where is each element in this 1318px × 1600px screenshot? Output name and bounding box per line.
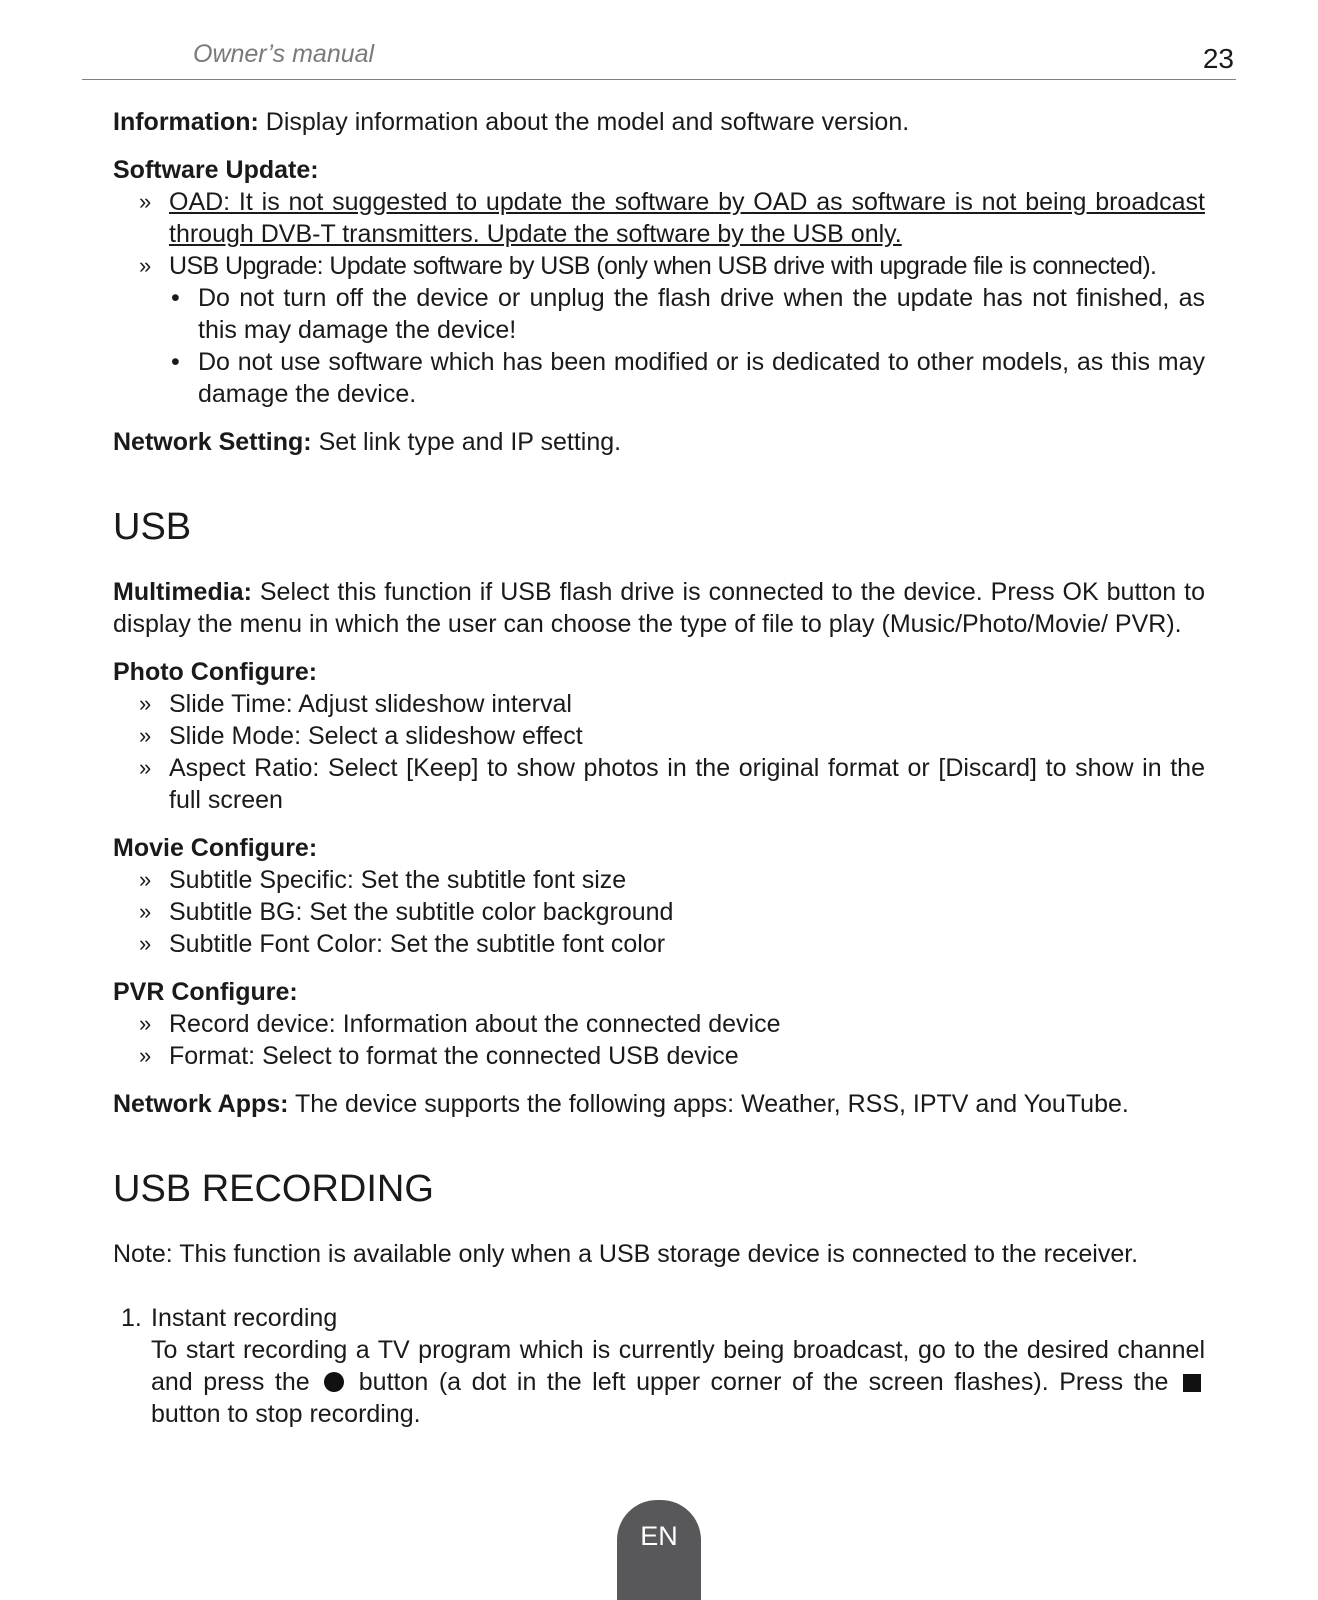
- pvr-item-text: Record device: Information about the connected device: [169, 1010, 781, 1038]
- warning-text: Do not turn off the device or unplug the flash drive when the update has not finished, as this may damage the device!: [198, 284, 1205, 344]
- instant-recording-item: [113, 1302, 1205, 1430]
- movie-configure-label: Movie Configure:: [113, 834, 318, 862]
- pvr-configure-list: [113, 1008, 1205, 1072]
- photo-item-text: Slide Mode: Select a slideshow effect: [169, 722, 583, 750]
- network-apps-text: The device supports the following apps: Weather, RSS, IPTV and YouTube.: [288, 1090, 1129, 1118]
- software-update-block: [113, 154, 1205, 410]
- guillemet-bullet-icon: »: [139, 189, 152, 214]
- language-tab: [617, 1500, 701, 1600]
- guillemet-bullet-icon: »: [139, 1043, 152, 1068]
- record-button-icon: [324, 1372, 344, 1392]
- header-title: Owner’s manual: [193, 40, 375, 68]
- list-item: [113, 752, 1205, 816]
- guillemet-bullet-icon: »: [139, 755, 152, 780]
- multimedia-paragraph: [113, 576, 1205, 640]
- instant-recording-text-a: To start recording a TV program which is currently being broadcast, go to the desired channel and press the: [151, 1336, 1205, 1396]
- usb-recording-note: Note: This function is available only when a USB storage device is connected to the receiver.: [113, 1240, 1139, 1268]
- photo-configure-list: [113, 688, 1205, 816]
- guillemet-bullet-icon: »: [139, 253, 152, 278]
- guillemet-bullet-icon: »: [139, 691, 152, 716]
- photo-item-text: Aspect Ratio: Select [Keep] to show photos in the original format or [Discard] to show in the full screen: [169, 754, 1205, 814]
- warning-text: Do not use software which has been modified or is dedicated to other models, as this may damage the device.: [198, 348, 1205, 408]
- list-item: [113, 720, 1205, 752]
- network-setting-label: Network Setting:: [113, 428, 312, 456]
- list-item: [113, 186, 1205, 250]
- photo-configure-block: [113, 656, 1205, 816]
- usb-section-title: USB: [113, 506, 192, 548]
- page-number: 23: [1202, 43, 1234, 74]
- dot-bullet-icon: •: [171, 348, 180, 376]
- movie-configure-list: [113, 864, 1205, 960]
- item-number: 1.: [121, 1304, 142, 1332]
- instant-recording-text-b: button (a dot in the left upper corner of the screen flashes). Press the: [358, 1368, 1169, 1396]
- pvr-configure-block: [113, 976, 1205, 1072]
- usb-upgrade-text: USB Upgrade: Update software by USB (only when USB drive with upgrade file is connected).: [169, 252, 1157, 280]
- instant-recording-text-c: button to stop recording.: [151, 1400, 421, 1428]
- network-setting-paragraph: [113, 426, 1205, 458]
- list-item: [113, 896, 1205, 928]
- movie-configure-block: [113, 832, 1205, 960]
- page-content: [113, 106, 1205, 1430]
- guillemet-bullet-icon: »: [139, 723, 152, 748]
- stop-button-icon: [1183, 1374, 1201, 1392]
- usb-recording-section-title: USB RECORDING: [113, 1168, 434, 1210]
- movie-item-text: Subtitle Font Color: Set the subtitle font color: [169, 930, 666, 958]
- guillemet-bullet-icon: »: [139, 931, 152, 956]
- multimedia-text: Select this function if USB flash drive is connected to the device. Press OK button to display the menu in which the user can choose the type of file to play (Music/Photo/Movie/ PVR).: [113, 578, 1205, 638]
- network-apps-paragraph: [113, 1088, 1205, 1120]
- list-item: [113, 1040, 1205, 1072]
- pvr-configure-label: PVR Configure:: [113, 978, 298, 1006]
- warning-list: [113, 282, 1205, 410]
- list-item: [113, 928, 1205, 960]
- guillemet-bullet-icon: »: [139, 1011, 152, 1036]
- software-update-list: [113, 186, 1205, 282]
- instant-recording-text: [151, 1334, 1205, 1430]
- photo-item-text: Slide Time: Adjust slideshow interval: [169, 690, 572, 718]
- photo-configure-label: Photo Configure:: [113, 658, 318, 686]
- oad-text: OAD: It is not suggested to update the software by OAD as software is not being broadcast through DVB-T transmitters. Update the software by the USB only.: [169, 188, 1205, 248]
- dot-bullet-icon: •: [171, 284, 180, 312]
- list-item: [113, 1008, 1205, 1040]
- page-header: [82, 36, 1236, 80]
- software-update-label: Software Update:: [113, 156, 319, 184]
- information-paragraph: [113, 106, 1205, 138]
- multimedia-label: Multimedia:: [113, 578, 252, 606]
- list-item: [113, 346, 1205, 410]
- information-text: Display information about the model and software version.: [258, 108, 910, 136]
- network-setting-text: Set link type and IP setting.: [311, 428, 622, 456]
- movie-item-text: Subtitle Specific: Set the subtitle font size: [169, 866, 627, 894]
- instant-recording-title: Instant recording: [151, 1304, 338, 1332]
- guillemet-bullet-icon: »: [139, 899, 152, 924]
- network-apps-label: Network Apps:: [113, 1090, 289, 1118]
- list-item: [113, 864, 1205, 896]
- list-item: [113, 250, 1205, 282]
- pvr-item-text: Format: Select to format the connected USB device: [169, 1042, 739, 1070]
- list-item: [113, 282, 1205, 346]
- guillemet-bullet-icon: »: [139, 867, 152, 892]
- language-label: EN: [640, 1521, 678, 1551]
- information-label: Information:: [113, 108, 259, 136]
- movie-item-text: Subtitle BG: Set the subtitle color background: [169, 898, 674, 926]
- list-item: [113, 688, 1205, 720]
